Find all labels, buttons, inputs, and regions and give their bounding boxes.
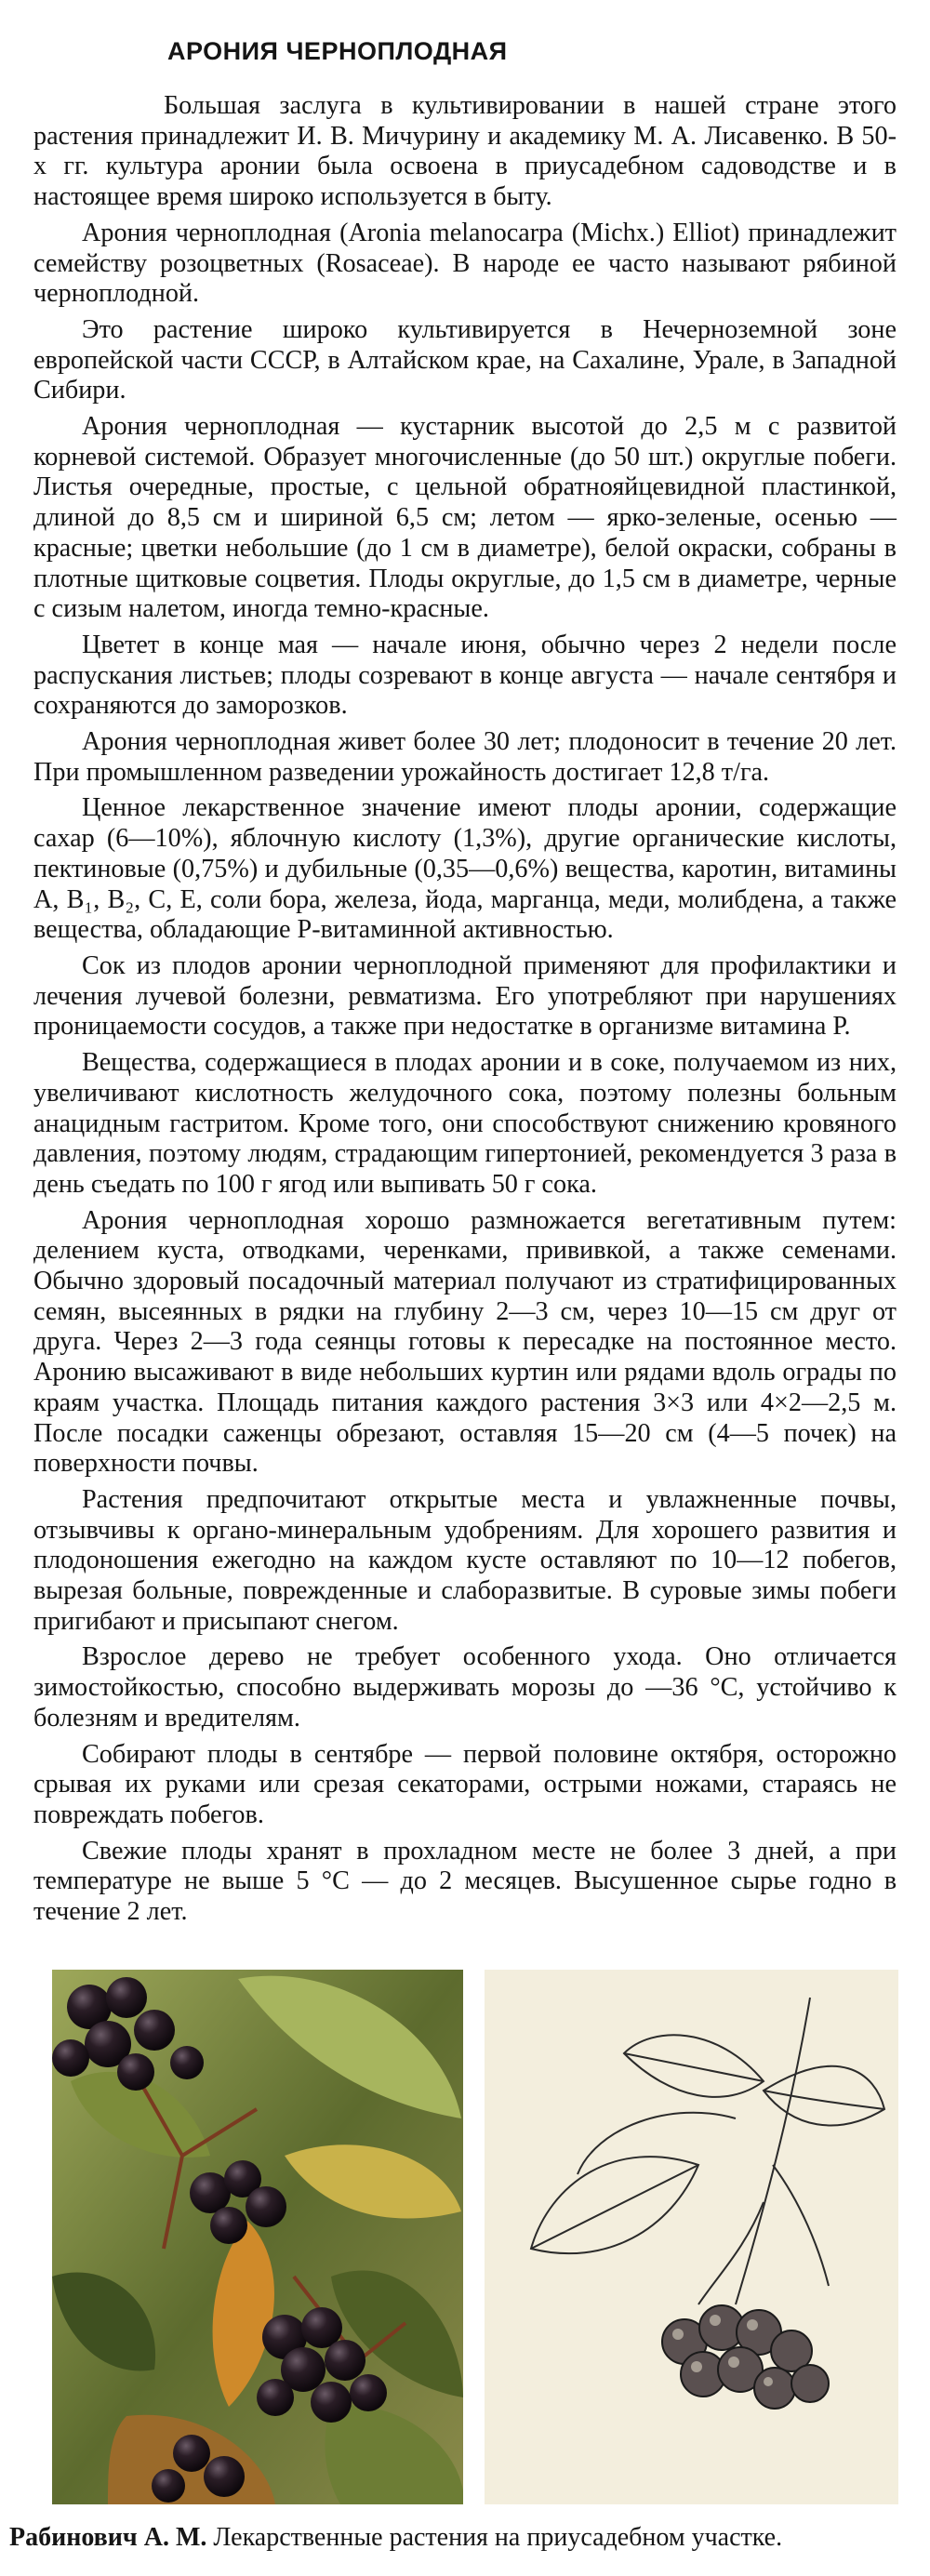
paragraph: Арония черноплодная — кустарник высотой до 2,5 м с развитой корневой системой. Образует многочисленные (до 50 шт.) округлые побеги. Листья очередные, простые, с цельной обратнояйцевидной пластинкой, длиной до 8,5 см и шириной 6,5 см; летом — ярко-зеленые, осенью — красные; цветки небольшие (до 1 см в диаметре), белой окраски, собраны в плотные щитковые соцветия. Плоды округлые, до 1,5 см в диаметре, черные с сизым налетом, иногда темно-красные. <box>33 412 897 624</box>
paragraph: Ценное лекарственное значение имеют плоды аронии, содержащие сахар (6—10%), яблочную кислоту (1,3%), другие органические кислоты, пектиновые (0,75%) и дубильные (0,35—0,6%) вещества, каротин, витамины А, B₁, B₂, С, Е, соли бора, железа, йода, марганца, меди, молибдена, а также вещества, обладающие Р-витаминной активностью. <box>33 793 897 945</box>
paragraph: Арония черноплодная хорошо размножается вегетативным путем: делением куста, отводками, черенками, прививкой, а также семенами. Обычно здоровый посадочный материал получают из стратифицированных семян, высеянных в рядки на глубину 2—3 см, через 10—15 см друг от друга. Через 2—3 года сеянцы готовы к пересадке на постоянное место. Аронию высаживают в виде небольших куртин или рядами вдоль ограды по краям участка. Площадь питания каждого растения 3×3 или 4×2—2,5 м. После посадки саженцы обрезают, оставляя 15—20 см (4—5 почек) на поверхности почвы. <box>33 1205 897 1479</box>
paragraph: Цветет в конце мая — начале июня, обычно через 2 недели после распускания листьев; плоды созревают в конце августа — начале сентября и сохраняются до заморозков. <box>33 630 897 721</box>
source-caption <box>9 2523 921 2553</box>
caption-text: Лекарственные растения на приусадебном участке. <box>206 2523 783 2552</box>
article-body <box>33 91 897 1933</box>
paragraph: Большая заслуга в культивировании в нашей стране этого растения принадлежит И. В. Мичурину и академику М. А. Лисавенко. В 50-х гг. культура аронии была освоена в приусадебном садоводстве и в настоящее время широко используется в быту. <box>33 91 897 212</box>
paragraph: Сок из плодов аронии черноплодной применяют для профилактики и лечения лучевой болезни, ревматизма. Его употребляют при нарушениях проницаемости сосудов, а также при недостатке в организме витамина Р. <box>33 950 897 1042</box>
paragraph: Свежие плоды хранят в прохладном месте не более 3 дней, а при температуре не выше 5 °С — до 2 месяцев. Высушенное сырье годно в течение 2 лет. <box>33 1836 897 1927</box>
paragraph: Вещества, содержащиеся в плодах аронии и в соке, получаемом из них, увеличивают кислотность желудочного сока, поэтому полезны больным анацидным гастритом. Кроме того, они способствуют снижению кровяного давления, поэтому людям, страдающим гипертонией, рекомендуется 3 раза в день съедать по 100 г ягод или выпивать 50 г сока. <box>33 1048 897 1199</box>
berries-photo <box>52 1970 463 2504</box>
paragraph: Растения предпочитают открытые места и увлажненные почвы, отзывчивы к органо-минеральным удобрениям. Для хорошего развития и плодоношения ежегодно на каждом кусте оставляют по 10—12 побегов, вырезая больные, поврежденные и слаборазвитые. В суровые зимы побеги пригибают и присыпают снегом. <box>33 1484 897 1636</box>
article-title: АРОНИЯ ЧЕРНОПЛОДНАЯ <box>167 37 508 65</box>
paragraph: Взрослое дерево не требует особенного ухода. Оно отличается зимостойкостью, способно выдерживать морозы до —36 °С, устойчиво к болезням и вредителям. <box>33 1642 897 1733</box>
figures <box>33 1970 898 2518</box>
paragraph: Это растение широко культивируется в Нечерноземной зоне европейской части СССР, в Алтайском крае, на Сахалине, Урале, в Западной Сибири. <box>33 314 897 405</box>
caption-author: Рабинович А. М. <box>9 2523 207 2552</box>
botanical-drawing <box>485 1970 898 2504</box>
paragraph: Арония черноплодная живет более 30 лет; плодоносит в течение 20 лет. При промышленном разведении урожайность достигает 12,8 т/га. <box>33 727 897 787</box>
paragraph: Арония черноплодная (Aronia melanocarpa (Michx.) Elliot) принадлежит семейству розоцветных (Rosaceae). В народе ее часто называют рябиной черноплодной. <box>33 218 897 309</box>
paragraph: Собирают плоды в сентябре — первой половине октября, осторожно срывая их руками или срезая секаторами, острыми ножами, стараясь не повреждать побегов. <box>33 1739 897 1829</box>
